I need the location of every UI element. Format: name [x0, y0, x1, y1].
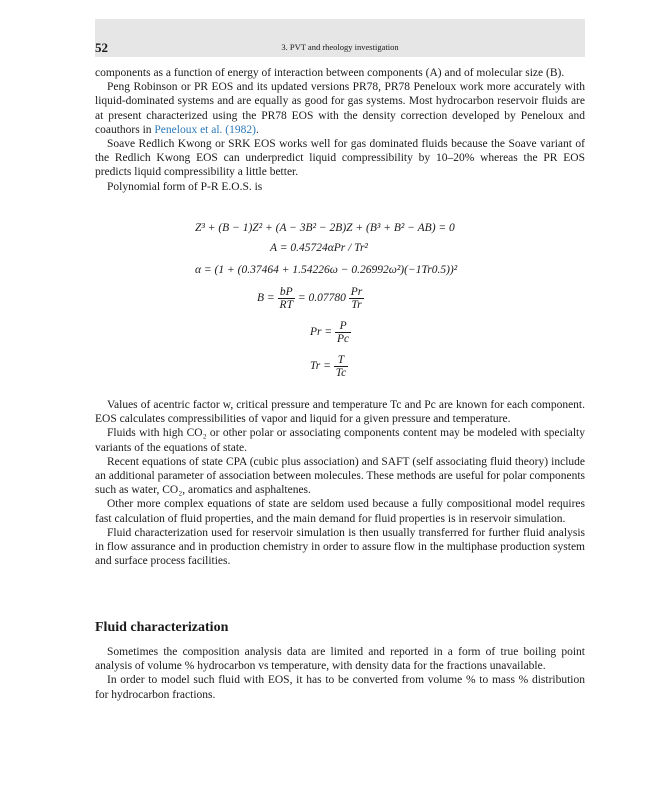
numerator: T	[334, 354, 348, 367]
paragraph: Values of acentric factor w, critical pressure and temperature Tc and Pc are known for each component. EOS calculates compressibilities of vapor and liquid for a given pressure and temperature.	[95, 399, 585, 426]
fraction	[349, 286, 365, 311]
paragraph: Fluids with high CO₂ or other polar or associating components content may be modeled with specialty variants of the equations of state.	[95, 427, 585, 454]
paragraph: Polynomial form of P-R E.O.S. is	[107, 180, 263, 193]
equation-3: α = (1 + (0.37464 + 1.54226ω − 0.26992ω²)(−1Tr0.5))²	[195, 264, 458, 276]
page-number: 52	[95, 40, 108, 55]
fraction	[278, 286, 295, 311]
citation-link[interactable]: Peneloux et al. (1982)	[154, 123, 256, 136]
denominator: Pc	[337, 333, 350, 345]
paragraph: In order to model such fluid with EOS, it has to be converted from volume % to mass % distribution for hydrocarbon fractions.	[95, 674, 585, 701]
paragraph: Recent equations of state CPA (cubic plus association) and SAFT (self associating fluid theory) include an additional parameter of association between molecules. These methods are useful for polar components such as water, CO₂, aromatics and asphaltenes.	[95, 455, 585, 497]
equation-text: B =	[257, 292, 275, 305]
paragraph-text: .	[255, 123, 259, 136]
body-text	[95, 398, 585, 568]
paragraph-text: Peng Robinson or PR EOS and its updated versions PR78, PR78 Peneloux work more accurately with liquid-dominated systems and are equally as good for gas systems. Most hydrocarbon reservoir fluids are at present characterized using the PR78 EOS with the density correction developed by Peneloux and coauthors in	[95, 81, 585, 136]
equation-5	[310, 320, 351, 345]
equation-6	[310, 354, 348, 379]
section-text	[95, 645, 585, 702]
paragraph: Fluid characterization used for reservoir simulation is then usually transferred for further fluid analysis in flow assurance and in production chemistry in order to assure flow in the multiphase production system and surface process facilities.	[95, 526, 585, 568]
equation-1: Z³ + (B − 1)Z² + (A − 3B² − 2B)Z + (B³ + B² − AB) = 0	[195, 222, 455, 234]
paragraph: Sometimes the composition analysis data are limited and reported in a form of true boiling point analysis of volume % hydrocarbon vs temperature, with density data for the fractions unavailable.	[95, 646, 585, 673]
paragraph: Other more complex equations of state are seldom used because a fully compositional model requires fast calculation of fluid properties, and the main demand for fluid properties is in reservoir simulation.	[95, 498, 585, 525]
denominator: Tr	[351, 299, 362, 311]
numerator: P	[335, 320, 351, 333]
equation-text: Tr =	[310, 360, 331, 373]
equation-block	[95, 218, 585, 390]
fraction	[335, 320, 351, 345]
intro-text	[95, 66, 585, 194]
equation-2: A = 0.45724αPr / Tr²	[270, 242, 368, 254]
numerator: Pr	[350, 286, 363, 298]
numerator: bP	[278, 286, 295, 299]
equation-text: = 0.07780	[297, 292, 346, 305]
paragraph	[95, 80, 585, 137]
paragraph: Soave Redlich Kwong or SRK EOS works well for gas dominated fluids because the Soave variant of the Redlich Kwong EOS can underpredict liquid compressibility by 10–20% whereas the PR EOS predicts liquid compressibility a little better.	[95, 138, 585, 179]
equation-text: Pr =	[310, 326, 333, 339]
running-head: 3. PVT and rheology investigation	[281, 42, 399, 52]
equation-4	[257, 286, 364, 311]
section-heading: Fluid characterization	[95, 620, 229, 635]
fraction	[334, 354, 348, 379]
denominator: RT	[279, 299, 293, 311]
paragraph: components as a function of energy of interaction between components (A) and of molecular size (B).	[95, 67, 565, 79]
denominator: Tc	[335, 367, 347, 379]
